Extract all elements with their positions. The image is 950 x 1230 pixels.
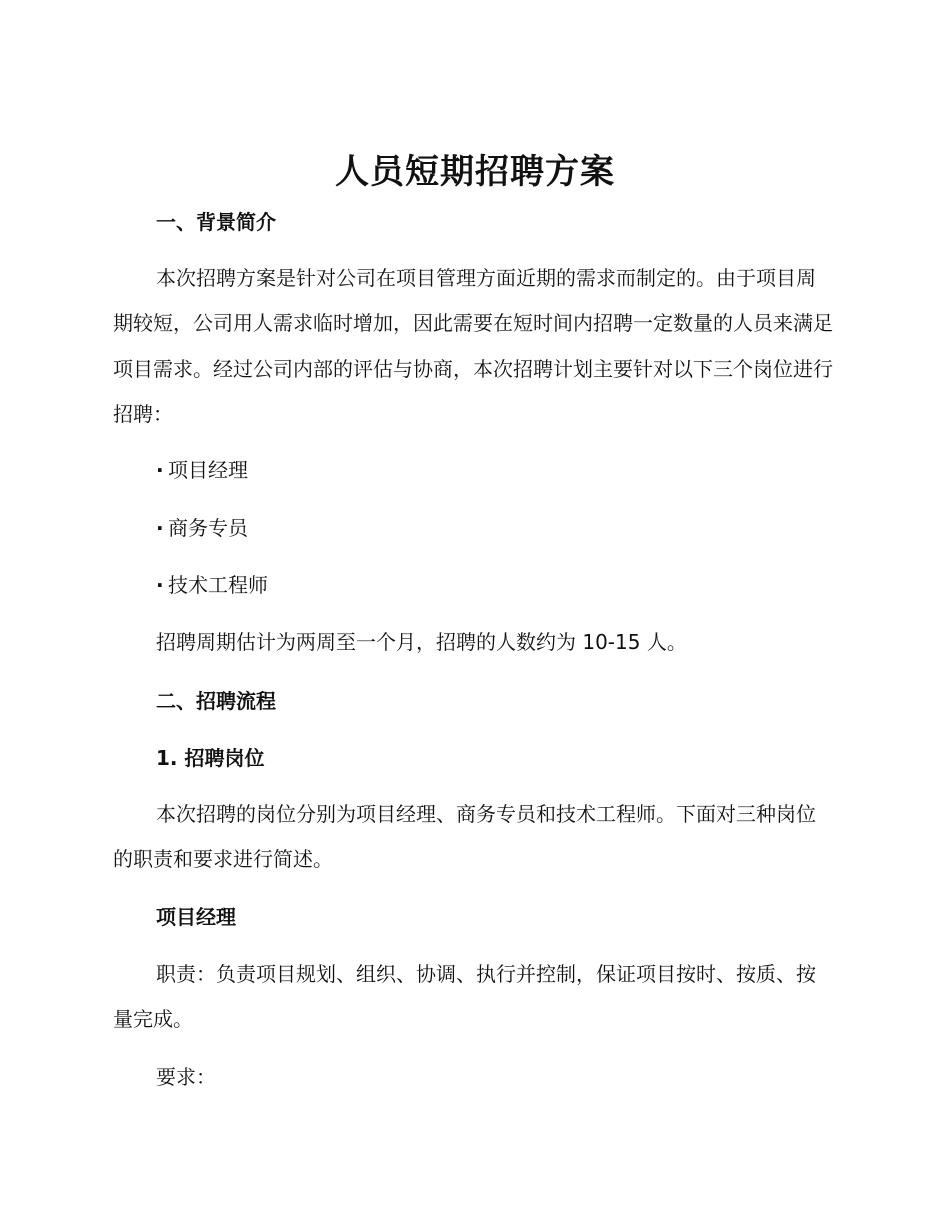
bullet-marker: · — [156, 516, 164, 540]
bullet-marker: · — [156, 573, 164, 597]
position-list-item — [156, 455, 248, 485]
position-label: 技术工程师 — [168, 573, 268, 597]
document-title: 人员短期招聘方案 — [335, 152, 615, 192]
subsection-heading-positions: 1. 招聘岗位 — [156, 746, 265, 770]
project-manager-duties-paragraph: 职责：负责项目规划、组织、协调、执行并控制，保证项目按时、按质、按量完成。 — [113, 962, 816, 1032]
position-list-item — [156, 570, 268, 600]
positions-paragraph: 本次招聘的岗位分别为项目经理、商务专员和技术工程师。下面对三种岗位的职责和要求进行简述。 — [113, 802, 816, 872]
bullet-marker: · — [156, 458, 164, 482]
background-paragraph: 本次招聘方案是针对公司在项目管理方面近期的需求而制定的。由于项目周期较短，公司用人需求临时增加，因此需要在短时间内招聘一定数量的人员来满足项目需求。经过公司内部的评估与协商，本次招聘计划主要针对以下三个岗位进行招聘： — [113, 266, 833, 426]
position-label: 商务专员 — [168, 516, 248, 540]
position-label: 项目经理 — [168, 458, 248, 482]
project-manager-requirements-label: 要求： — [156, 1065, 216, 1089]
role-heading-project-manager: 项目经理 — [156, 905, 236, 929]
section-heading-background: 一、背景简介 — [156, 210, 276, 234]
recruitment-summary-paragraph: 招聘周期估计为两周至一个月，招聘的人数约为 10-15 人。 — [156, 630, 687, 654]
section-heading-process: 二、招聘流程 — [156, 689, 276, 713]
position-list-item — [156, 513, 248, 543]
